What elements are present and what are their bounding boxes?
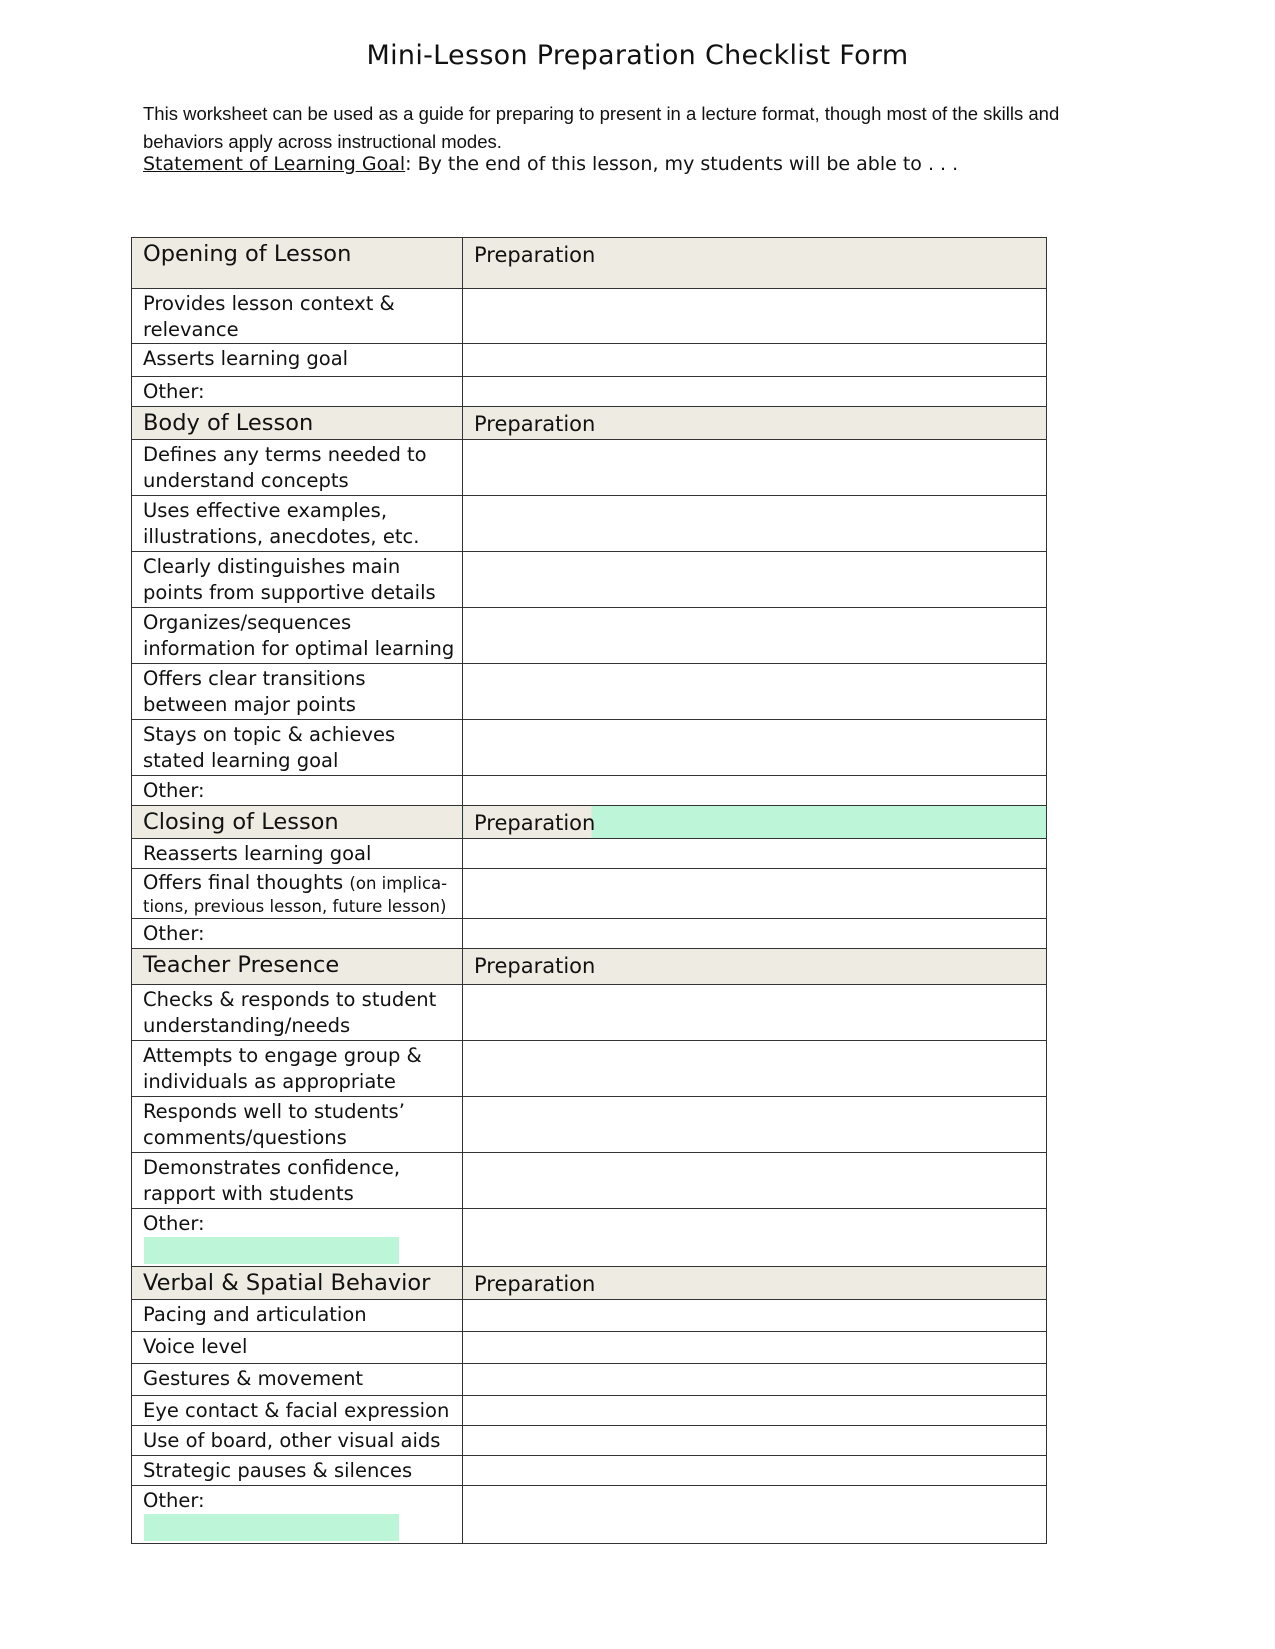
checklist-item: Strategic pauses & silences (132, 1456, 463, 1486)
table-row (132, 1364, 1047, 1396)
preparation-field[interactable] (463, 919, 1047, 949)
preparation-field[interactable] (463, 496, 1047, 552)
checklist-item: Checks & responds to student understanding/needs (132, 985, 463, 1041)
preparation-field[interactable] (463, 1486, 1047, 1544)
table-row (132, 776, 1047, 806)
checklist-item (132, 1486, 463, 1544)
preparation-field[interactable] (463, 1456, 1047, 1486)
table-row (132, 1396, 1047, 1426)
preparation-field[interactable] (463, 720, 1047, 776)
checklist-item: Other: (132, 776, 463, 806)
section-heading: Opening of Lesson (132, 238, 463, 289)
table-row (132, 1332, 1047, 1364)
page-title: Mini-Lesson Preparation Checklist Form (366, 40, 909, 71)
checklist-item-text: Offers final thoughts (143, 871, 344, 894)
table-row (132, 1153, 1047, 1209)
table-row (132, 1300, 1047, 1332)
preparation-field[interactable] (463, 440, 1047, 496)
checklist-item: Eye contact & facial expression (132, 1396, 463, 1426)
section-heading: Verbal & Spatial Behavior (132, 1267, 463, 1300)
preparation-field[interactable] (463, 377, 1047, 407)
learning-goal-label: Statement of Learning Goal (143, 153, 406, 175)
preparation-field[interactable] (463, 1097, 1047, 1153)
checklist-item: Other: (132, 377, 463, 407)
checklist-item: Offers clear transitions between major points (132, 664, 463, 720)
preparation-field[interactable] (463, 985, 1047, 1041)
checklist-item-note: (on implica-tions, previous lesson, future lesson) (143, 874, 448, 916)
preparation-field[interactable] (463, 1209, 1047, 1267)
section-header-opening (132, 238, 1047, 289)
preparation-field[interactable] (463, 1396, 1047, 1426)
table-row (132, 1041, 1047, 1097)
table-row (132, 919, 1047, 949)
table-row (132, 440, 1047, 496)
checklist-item-text: Other: (143, 1212, 205, 1235)
preparation-header: Preparation (463, 238, 1047, 289)
table-row (132, 1209, 1047, 1267)
checklist-item: Provides lesson context & relevance (132, 289, 463, 344)
section-heading: Teacher Presence (132, 949, 463, 985)
learning-goal-text: : By the end of this lesson, my students will be able to . . . (405, 153, 959, 175)
preparation-field[interactable] (463, 664, 1047, 720)
checklist-item: Stays on topic & achieves stated learning goal (132, 720, 463, 776)
checklist-item: Defines any terms needed to understand concepts (132, 440, 463, 496)
checklist-item: Voice level (132, 1332, 463, 1364)
section-heading: Closing of Lesson (132, 806, 463, 839)
table-row (132, 1486, 1047, 1544)
preparation-field[interactable] (463, 869, 1047, 919)
preparation-header: Preparation (463, 949, 1047, 985)
preparation-field[interactable] (463, 344, 1047, 377)
preparation-field[interactable] (463, 1153, 1047, 1209)
checklist-item: Organizes/sequences information for optimal learning (132, 608, 463, 664)
preparation-field[interactable] (463, 608, 1047, 664)
checklist-item: Other: (132, 919, 463, 949)
preparation-field[interactable] (463, 1300, 1047, 1332)
checklist-item: Use of board, other visual aids (132, 1426, 463, 1456)
table-row (132, 1426, 1047, 1456)
checklist-item (132, 1209, 463, 1267)
preparation-field[interactable] (463, 1426, 1047, 1456)
preparation-header: Preparation (463, 407, 1047, 440)
table-row (132, 377, 1047, 407)
preparation-header: Preparation (463, 1267, 1047, 1300)
checklist-item-text: Other: (143, 1489, 205, 1512)
checklist-item: Uses effective examples, illustrations, anecdotes, etc. (132, 496, 463, 552)
checklist-item: Attempts to engage group & individuals as appropriate (132, 1041, 463, 1097)
table-row (132, 839, 1047, 869)
preparation-field[interactable] (463, 776, 1047, 806)
section-header-verbal-spatial (132, 1267, 1047, 1300)
intro-paragraph: This worksheet can be used as a guide for preparing to present in a lecture format, though most of the skills and behaviors apply across instructional modes. (143, 103, 1060, 152)
section-header-closing (132, 806, 1047, 839)
table-row (132, 664, 1047, 720)
table-row (132, 552, 1047, 608)
table-row (132, 289, 1047, 344)
checklist-item: Pacing and articulation (132, 1300, 463, 1332)
table-row (132, 344, 1047, 377)
other-text-field[interactable] (144, 1514, 399, 1541)
preparation-header: Preparation (463, 806, 1047, 839)
preparation-field[interactable] (463, 1332, 1047, 1364)
checklist-item: Gestures & movement (132, 1364, 463, 1396)
table-row (132, 1456, 1047, 1486)
preparation-field[interactable] (463, 1364, 1047, 1396)
checklist-item (132, 869, 463, 919)
checklist-table (131, 237, 1047, 1544)
preparation-field[interactable] (463, 552, 1047, 608)
checklist-item: Demonstrates confidence, rapport with students (132, 1153, 463, 1209)
table-row (132, 1097, 1047, 1153)
checklist-item: Asserts learning goal (132, 344, 463, 377)
table-row (132, 869, 1047, 919)
preparation-field[interactable] (463, 1041, 1047, 1097)
section-heading: Body of Lesson (132, 407, 463, 440)
preparation-field[interactable] (463, 289, 1047, 344)
checklist-item: Clearly distinguishes main points from supportive details (132, 552, 463, 608)
section-header-teacher-presence (132, 949, 1047, 985)
table-row (132, 720, 1047, 776)
checklist-item: Responds well to students’ comments/questions (132, 1097, 463, 1153)
preparation-field[interactable] (463, 839, 1047, 869)
table-row (132, 608, 1047, 664)
learning-goal-statement (143, 153, 1143, 175)
checklist-item: Reasserts learning goal (132, 839, 463, 869)
other-text-field[interactable] (144, 1237, 399, 1264)
table-row (132, 985, 1047, 1041)
table-row (132, 496, 1047, 552)
section-header-body (132, 407, 1047, 440)
